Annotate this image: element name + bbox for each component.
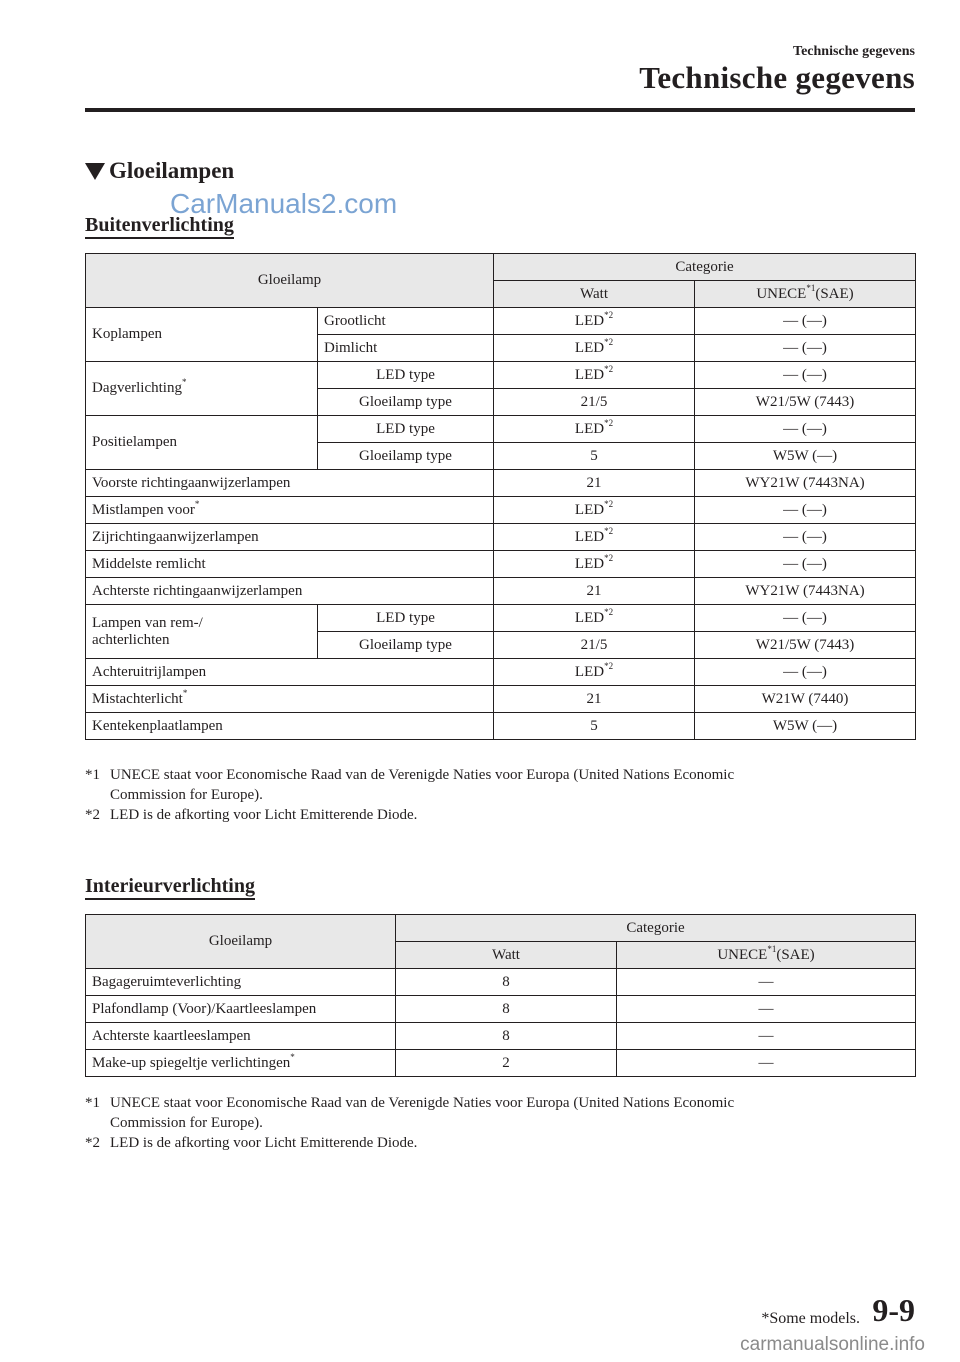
row-label: Bagageruimteverlichting	[86, 969, 396, 996]
row-watt: LED$^{*2}$	[494, 659, 695, 686]
row-label: Kentekenplaatlampen	[86, 713, 494, 740]
header-bulb: Gloeilamp	[86, 254, 494, 308]
row-label: Lampen van rem-/ achterlichten	[86, 605, 318, 659]
footnote: *1 UNECE staat voor Economische Raad van de Verenigde Naties voor Europa (United Nations Economic Commission for Europe).	[85, 1095, 735, 1131]
row-unece: — (—)	[695, 605, 916, 632]
row-unece: — (—)	[695, 362, 916, 389]
row-type: Gloeilamp type	[318, 443, 494, 470]
section-title	[85, 158, 234, 184]
header-category: Categorie	[396, 915, 916, 942]
table-row	[86, 605, 916, 632]
row-unece: —	[617, 996, 916, 1023]
row-type: LED type	[318, 362, 494, 389]
row-unece: — (—)	[695, 659, 916, 686]
table-row	[86, 416, 916, 443]
row-label: Positielampen	[86, 416, 318, 470]
row-type: Gloeilamp type	[318, 389, 494, 416]
row-label: Achterste kaartleeslampen	[86, 1023, 396, 1050]
header-category: Categorie	[494, 254, 916, 281]
row-type: Dimlicht	[318, 335, 494, 362]
footnote: *2 LED is de afkorting voor Licht Emitterende Diode.	[85, 1135, 418, 1151]
row-watt: 21	[494, 686, 695, 713]
row-label: Achteruitrijlampen	[86, 659, 494, 686]
header-unece: UNECE$^{*1}$(SAE)	[695, 281, 916, 308]
row-unece: — (—)	[695, 497, 916, 524]
row-unece: — (—)	[695, 416, 916, 443]
exterior-bulb-table	[85, 253, 916, 740]
running-header: Technische gegevens	[793, 44, 915, 59]
chapter-title: Technische gegevens	[639, 60, 915, 95]
interior-title: Interieurverlichting	[85, 875, 255, 900]
table-row	[86, 524, 916, 551]
table-row	[86, 470, 916, 497]
row-unece: W5W (—)	[695, 443, 916, 470]
row-watt: 8	[396, 969, 617, 996]
row-watt: LED$^{*2}$	[494, 605, 695, 632]
row-label: Mistlampen voor*	[86, 497, 494, 524]
row-unece: W21W (7440)	[695, 686, 916, 713]
interior-bulb-table	[85, 914, 916, 1077]
table-row	[86, 578, 916, 605]
row-watt: LED$^{*2}$	[494, 497, 695, 524]
row-watt: 8	[396, 1023, 617, 1050]
exterior-title: Buitenverlichting	[85, 214, 234, 239]
table-row	[86, 996, 916, 1023]
row-label: Plafondlamp (Voor)/Kaartleeslampen	[86, 996, 396, 1023]
header-bulb: Gloeilamp	[86, 915, 396, 969]
row-watt: LED$^{*2}$	[494, 335, 695, 362]
some-models-note: *Some models.	[761, 1310, 860, 1327]
row-unece: —	[617, 969, 916, 996]
footnote: *2 LED is de afkorting voor Licht Emitterende Diode.	[85, 807, 418, 823]
header-rule	[85, 108, 915, 112]
page-number: 9-9	[872, 1292, 915, 1328]
row-watt: 2	[396, 1050, 617, 1077]
row-type: Grootlicht	[318, 308, 494, 335]
table-row	[86, 362, 916, 389]
row-label: Middelste remlicht	[86, 551, 494, 578]
row-unece: — (—)	[695, 524, 916, 551]
header-unece: UNECE$^{*1}$(SAE)	[617, 942, 916, 969]
table-row	[86, 308, 916, 335]
table-row	[86, 713, 916, 740]
row-unece: WY21W (7443NA)	[695, 578, 916, 605]
row-label: Mistachterlicht*	[86, 686, 494, 713]
section-title-text: Gloeilampen	[109, 158, 235, 183]
row-label: Achterste richtingaanwijzerlampen	[86, 578, 494, 605]
row-unece: — (—)	[695, 551, 916, 578]
table-row	[86, 686, 916, 713]
row-watt: LED$^{*2}$	[494, 362, 695, 389]
row-label: Zijrichtingaanwijzerlampen	[86, 524, 494, 551]
table-row	[86, 1050, 916, 1077]
row-watt: LED$^{*2}$	[494, 524, 695, 551]
row-label: Dagverlichting*	[86, 362, 318, 416]
row-watt: LED$^{*2}$	[494, 416, 695, 443]
row-label: Make-up spiegeltje verlichtingen*	[86, 1050, 396, 1077]
row-watt: 8	[396, 996, 617, 1023]
table-row	[86, 659, 916, 686]
row-watt: LED$^{*2}$	[494, 308, 695, 335]
row-unece: — (—)	[695, 308, 916, 335]
table-header-row	[86, 915, 916, 942]
row-watt: 5	[494, 713, 695, 740]
interior-footnotes	[85, 1093, 915, 1153]
row-watt: 21/5	[494, 632, 695, 659]
row-type: LED type	[318, 416, 494, 443]
footnote: *1 UNECE staat voor Economische Raad van de Verenigde Naties voor Europa (United Nations Economic Commission for Europe).	[85, 767, 735, 803]
row-label: Voorste richtingaanwijzerlampen	[86, 470, 494, 497]
row-unece: WY21W (7443NA)	[695, 470, 916, 497]
site-watermark: carmanualsonline.info	[740, 1334, 925, 1355]
header-watt: Watt	[396, 942, 617, 969]
triangle-down-icon	[85, 163, 105, 180]
row-watt: 5	[494, 443, 695, 470]
row-unece: W5W (—)	[695, 713, 916, 740]
row-watt: LED$^{*2}$	[494, 551, 695, 578]
table-row	[86, 1023, 916, 1050]
row-label: Koplampen	[86, 308, 318, 362]
table-row	[86, 969, 916, 996]
table-row	[86, 551, 916, 578]
row-unece: —	[617, 1023, 916, 1050]
row-unece: W21/5W (7443)	[695, 389, 916, 416]
row-type: Gloeilamp type	[318, 632, 494, 659]
row-watt: 21/5	[494, 389, 695, 416]
row-watt: 21	[494, 470, 695, 497]
row-type: LED type	[318, 605, 494, 632]
table-header-row	[86, 254, 916, 281]
row-unece: W21/5W (7443)	[695, 632, 916, 659]
row-unece: —	[617, 1050, 916, 1077]
table-row	[86, 497, 916, 524]
watermark: CarManuals2.com	[170, 188, 398, 219]
header-watt: Watt	[494, 281, 695, 308]
row-watt: 21	[494, 578, 695, 605]
row-unece: — (—)	[695, 335, 916, 362]
exterior-footnotes	[85, 765, 915, 825]
